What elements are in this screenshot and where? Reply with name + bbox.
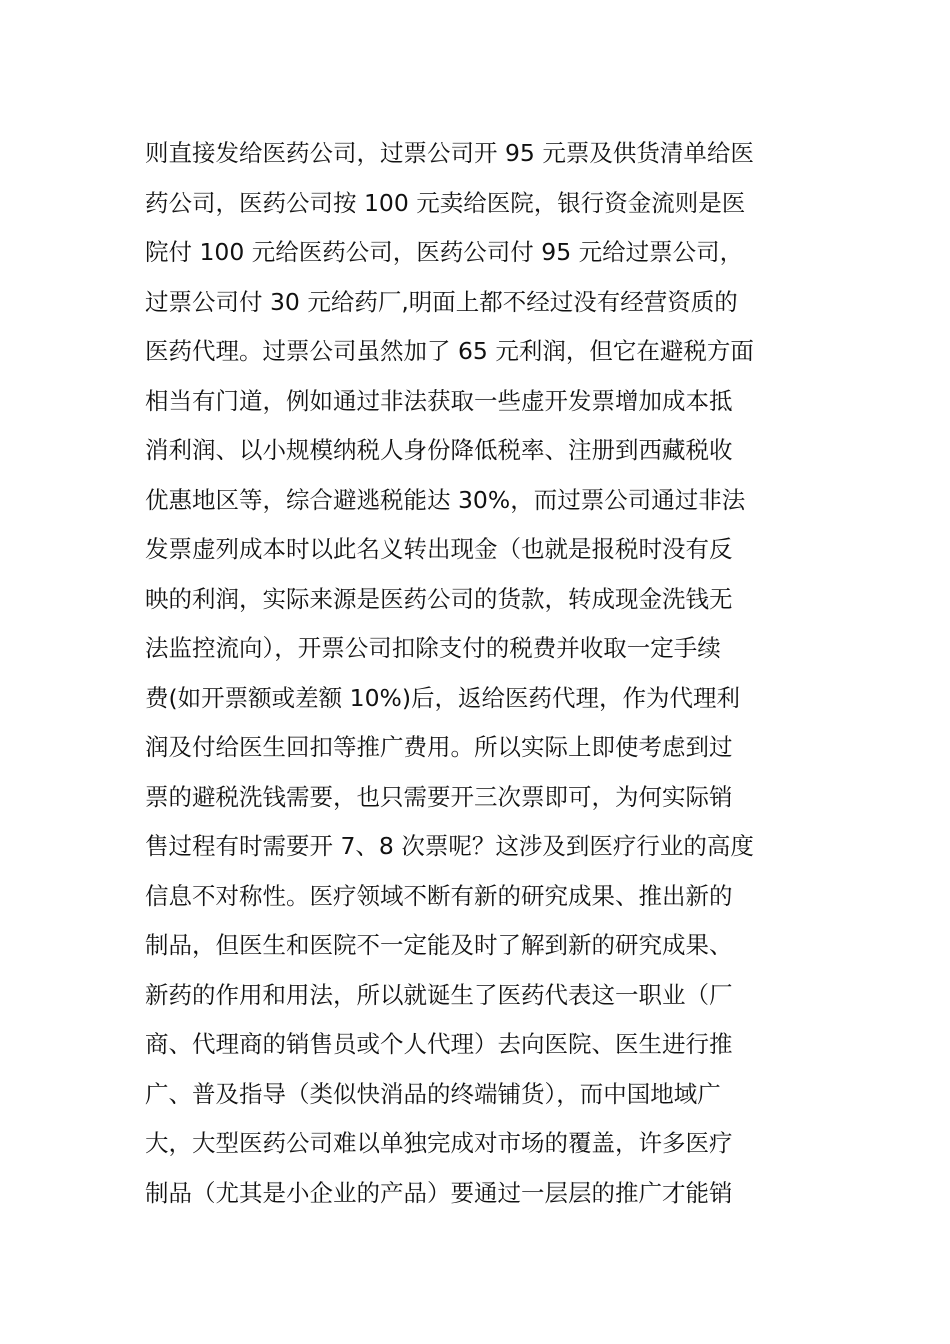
text-line-10: 映的利润，实际来源是医药公司的货款，转成现金洗钱无 [145, 584, 733, 613]
text-line-18: 新药的作用和用法，所以就诞生了医药代表这一职业（厂 [145, 980, 733, 1009]
text-line-22: 制品（尤其是小企业的产品）要通过一层层的推广才能销 [145, 1178, 733, 1207]
text-line-8: 优惠地区等，综合避逃税能达 30%，而过票公司通过非法 [145, 485, 746, 514]
text-line-13: 润及付给医生回扣等推广费用。所以实际上即使考虑到过 [145, 733, 733, 761]
text-line-2: 药公司，医药公司按 100 元卖给医院，银行资金流则是医 [145, 188, 746, 217]
text-line-20: 广、普及指导（类似快消品的终端铺货），而中国地域广 [145, 1079, 721, 1108]
text-line-4: 过票公司付 30 元给药厂,明面上都不经过没有经营资质的 [145, 287, 738, 316]
text-line-17: 制品，但医生和医院不一定能及时了解到新的研究成果、 [145, 931, 733, 959]
text-line-3: 院付 100 元给医药公司，医药公司付 95 元给过票公司， [145, 238, 744, 266]
text-line-11: 法监控流向），开票公司扣除支付的税费并收取一定手续 [145, 634, 721, 662]
text-line-16: 信息不对称性。医疗领域不断有新的研究成果、推出新的 [145, 881, 733, 910]
text-line-12: 费(如开票额或差额 10%)后，返给医药代理，作为代理利 [145, 683, 741, 712]
text-line-1: 则直接发给医药公司，过票公司开 95 元票及供货清单给医 [145, 139, 754, 167]
text-line-9: 发票虚列成本时以此名义转出现金（也就是报税时没有反 [145, 535, 733, 563]
text-line-15: 售过程有时需要开 7、8 次票呢？这涉及到医疗行业的高度 [145, 832, 754, 860]
text-line-21: 大，大型医药公司难以单独完成对市场的覆盖，许多医疗 [145, 1129, 733, 1157]
body-text [145, 129, 815, 1218]
text-line-6: 相当有门道，例如通过非法获取一些虚开发票增加成本抵 [145, 386, 733, 415]
text-line-19: 商、代理商的销售员或个人代理）去向医院、医生进行推 [145, 1030, 733, 1058]
text-line-5: 医药代理。过票公司虽然加了 65 元利润，但它在避税方面 [145, 337, 754, 365]
text-line-14: 票的避税洗钱需要，也只需要开三次票即可，为何实际销 [145, 782, 733, 811]
text-line-7: 消利润、以小规模纳税人身份降低税率、注册到西藏税收 [145, 436, 733, 464]
